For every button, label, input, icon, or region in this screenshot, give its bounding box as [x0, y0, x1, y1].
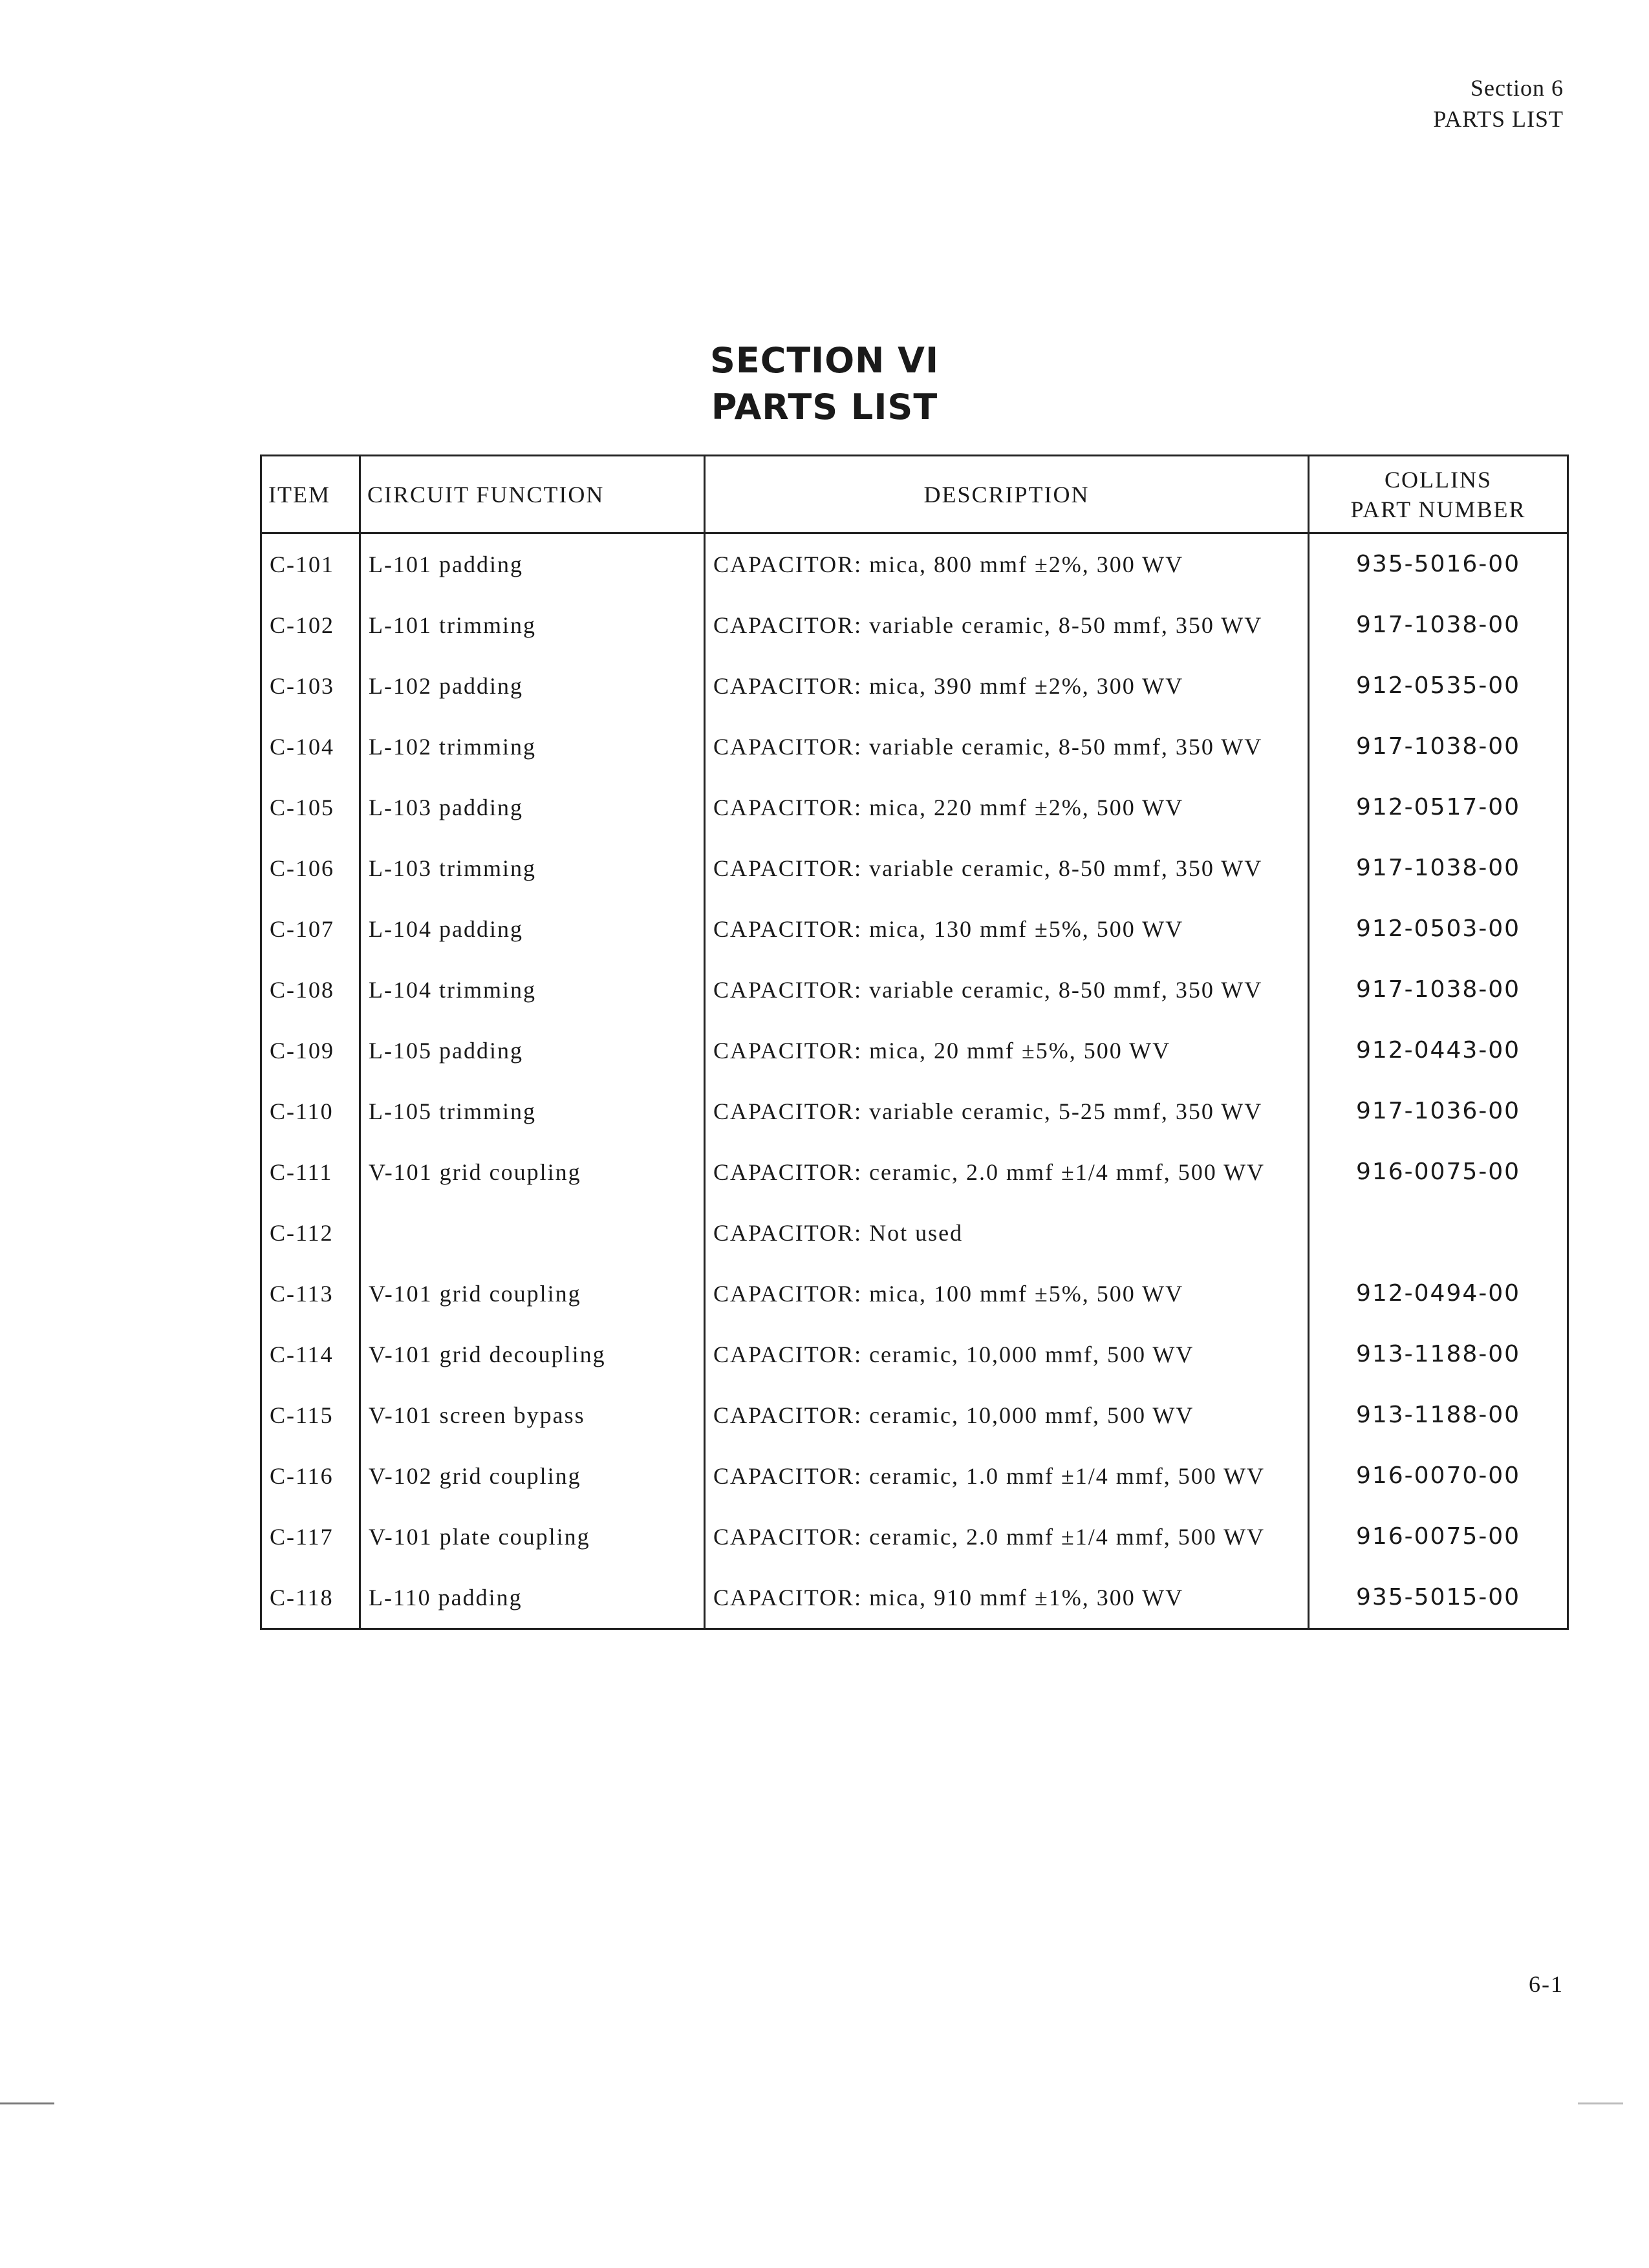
page-number: 6-1 — [1529, 1971, 1564, 1997]
description-cell: CAPACITOR: mica, 220 mmf ±2%, 500 WV — [705, 777, 1309, 838]
table-row — [261, 838, 1568, 899]
item-cell: C-104 — [261, 716, 360, 777]
margin-mark — [0, 2102, 54, 2104]
part-number-cell: 935-5016-00 — [1309, 533, 1568, 595]
column-header-part-number-line2: PART NUMBER — [1350, 496, 1526, 522]
column-header-circuit-function: CIRCUIT FUNCTION — [360, 456, 705, 533]
part-number-cell — [1309, 1203, 1568, 1263]
circuit-function-cell: L-102 padding — [360, 656, 705, 716]
table-row — [261, 899, 1568, 959]
table-row — [261, 1081, 1568, 1142]
table-row — [261, 959, 1568, 1020]
description-cell: CAPACITOR: ceramic, 1.0 mmf ±1/4 mmf, 500 WV — [705, 1446, 1309, 1506]
column-header-item: ITEM — [261, 456, 360, 533]
part-number-cell: 917-1038-00 — [1309, 595, 1568, 656]
description-cell: CAPACITOR: variable ceramic, 8-50 mmf, 350 WV — [705, 716, 1309, 777]
table-row — [261, 1263, 1568, 1324]
description-cell: CAPACITOR: Not used — [705, 1203, 1309, 1263]
description-cell: CAPACITOR: mica, 130 mmf ±5%, 500 WV — [705, 899, 1309, 959]
table-row — [261, 595, 1568, 656]
table-row — [261, 1203, 1568, 1263]
description-cell: CAPACITOR: variable ceramic, 8-50 mmf, 350 WV — [705, 838, 1309, 899]
part-number-cell: 917-1038-00 — [1309, 838, 1568, 899]
table-row — [261, 1020, 1568, 1081]
description-cell: CAPACITOR: ceramic, 2.0 mmf ±1/4 mmf, 500 WV — [705, 1142, 1309, 1203]
circuit-function-cell: L-102 trimming — [360, 716, 705, 777]
item-cell: C-117 — [261, 1506, 360, 1567]
part-number-cell: 913-1188-00 — [1309, 1324, 1568, 1385]
circuit-function-cell: L-105 trimming — [360, 1081, 705, 1142]
item-cell: C-116 — [261, 1446, 360, 1506]
running-head-title: PARTS LIST — [1433, 106, 1564, 132]
description-cell: CAPACITOR: variable ceramic, 8-50 mmf, 350 WV — [705, 959, 1309, 1020]
table-row — [261, 1506, 1568, 1567]
item-cell: C-112 — [261, 1203, 360, 1263]
description-cell: CAPACITOR: mica, 800 mmf ±2%, 300 WV — [705, 533, 1309, 595]
table-row — [261, 1446, 1568, 1506]
running-head-section: Section 6 — [1471, 75, 1564, 101]
table-row — [261, 656, 1568, 716]
circuit-function-cell: V-101 plate coupling — [360, 1506, 705, 1567]
part-number-cell: 912-0503-00 — [1309, 899, 1568, 959]
part-number-cell: 916-0075-00 — [1309, 1142, 1568, 1203]
item-cell: C-111 — [261, 1142, 360, 1203]
item-cell: C-107 — [261, 899, 360, 959]
page-title-section: SECTION VI — [709, 340, 940, 381]
item-cell: C-114 — [261, 1324, 360, 1385]
part-number-cell: 912-0443-00 — [1309, 1020, 1568, 1081]
item-cell: C-118 — [261, 1567, 360, 1629]
description-cell: CAPACITOR: mica, 910 mmf ±1%, 300 WV — [705, 1567, 1309, 1629]
part-number-cell: 917-1036-00 — [1309, 1081, 1568, 1142]
circuit-function-cell: L-104 trimming — [360, 959, 705, 1020]
circuit-function-cell: L-103 padding — [360, 777, 705, 838]
description-cell: CAPACITOR: ceramic, 10,000 mmf, 500 WV — [705, 1385, 1309, 1446]
page-title — [0, 337, 1649, 431]
circuit-function-cell: L-101 trimming — [360, 595, 705, 656]
description-cell: CAPACITOR: variable ceramic, 8-50 mmf, 350 WV — [705, 595, 1309, 656]
description-cell: CAPACITOR: ceramic, 10,000 mmf, 500 WV — [705, 1324, 1309, 1385]
part-number-cell: 912-0494-00 — [1309, 1263, 1568, 1324]
parts-table-body — [261, 533, 1568, 1629]
circuit-function-cell: V-102 grid coupling — [360, 1446, 705, 1506]
part-number-cell: 916-0070-00 — [1309, 1446, 1568, 1506]
circuit-function-cell: V-101 grid decoupling — [360, 1324, 705, 1385]
circuit-function-cell: L-105 padding — [360, 1020, 705, 1081]
item-cell: C-103 — [261, 656, 360, 716]
part-number-cell: 935-5015-00 — [1309, 1567, 1568, 1629]
circuit-function-cell — [360, 1203, 705, 1263]
circuit-function-cell: V-101 grid coupling — [360, 1142, 705, 1203]
table-header-row — [261, 456, 1568, 533]
table-row — [261, 1567, 1568, 1629]
item-cell: C-102 — [261, 595, 360, 656]
circuit-function-cell: V-101 screen bypass — [360, 1385, 705, 1446]
parts-list-table — [260, 455, 1569, 1630]
part-number-cell: 916-0075-00 — [1309, 1506, 1568, 1567]
item-cell: C-108 — [261, 959, 360, 1020]
description-cell: CAPACITOR: mica, 100 mmf ±5%, 500 WV — [705, 1263, 1309, 1324]
circuit-function-cell: L-104 padding — [360, 899, 705, 959]
item-cell: C-106 — [261, 838, 360, 899]
table-row — [261, 1385, 1568, 1446]
item-cell: C-113 — [261, 1263, 360, 1324]
table-row — [261, 716, 1568, 777]
description-cell: CAPACITOR: variable ceramic, 5-25 mmf, 350 WV — [705, 1081, 1309, 1142]
circuit-function-cell: V-101 grid coupling — [360, 1263, 705, 1324]
part-number-cell: 912-0517-00 — [1309, 777, 1568, 838]
column-header-part-number — [1309, 456, 1568, 533]
circuit-function-cell: L-103 trimming — [360, 838, 705, 899]
circuit-function-cell: L-110 padding — [360, 1567, 705, 1629]
column-header-description: DESCRIPTION — [705, 456, 1309, 533]
description-cell: CAPACITOR: mica, 390 mmf ±2%, 300 WV — [705, 656, 1309, 716]
running-head — [1433, 72, 1564, 134]
item-cell: C-109 — [261, 1020, 360, 1081]
item-cell: C-115 — [261, 1385, 360, 1446]
column-header-part-number-line1: COLLINS — [1385, 466, 1492, 493]
item-cell: C-105 — [261, 777, 360, 838]
part-number-cell: 917-1038-00 — [1309, 959, 1568, 1020]
item-cell: C-101 — [261, 533, 360, 595]
description-cell: CAPACITOR: ceramic, 2.0 mmf ±1/4 mmf, 500 WV — [705, 1506, 1309, 1567]
description-cell: CAPACITOR: mica, 20 mmf ±5%, 500 WV — [705, 1020, 1309, 1081]
part-number-cell: 917-1038-00 — [1309, 716, 1568, 777]
table-row — [261, 533, 1568, 595]
table-row — [261, 777, 1568, 838]
page-title-subtitle: PARTS LIST — [711, 387, 938, 427]
item-cell: C-110 — [261, 1081, 360, 1142]
circuit-function-cell: L-101 padding — [360, 533, 705, 595]
margin-mark — [1578, 2102, 1623, 2104]
table-row — [261, 1142, 1568, 1203]
part-number-cell: 913-1188-00 — [1309, 1385, 1568, 1446]
table-row — [261, 1324, 1568, 1385]
part-number-cell: 912-0535-00 — [1309, 656, 1568, 716]
